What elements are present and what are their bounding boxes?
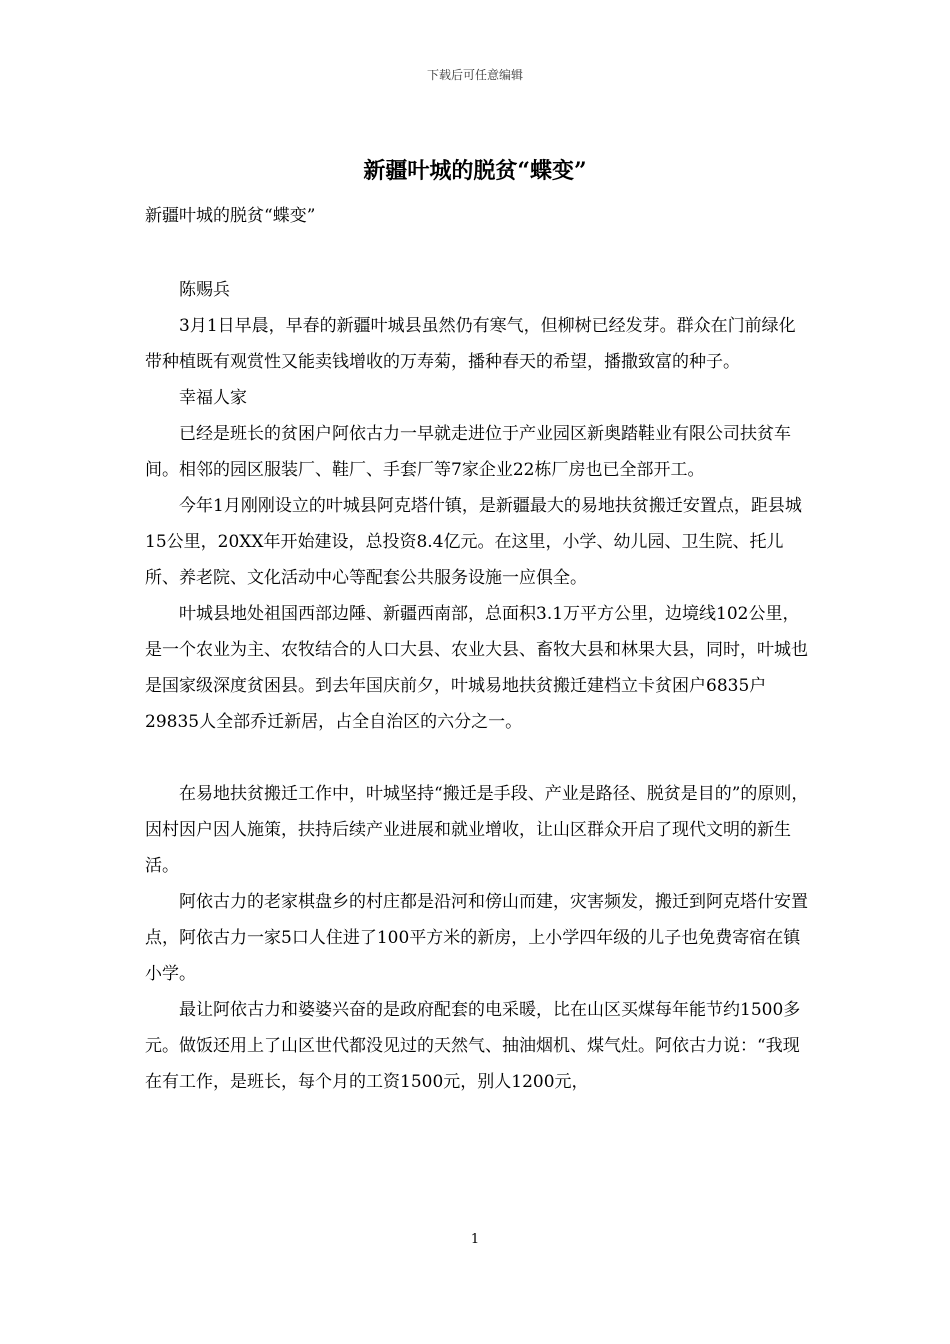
paragraph: 在易地扶贫搬迁工作中，叶城坚持“搬迁是手段、产业是路径、脱贫是目的”的原则，因村因户因人施策，扶持后续产业进展和就业增收，让山区群众开启了现代文明的新生活。 [145,784,809,876]
paragraph: 今年1月刚刚设立的叶城县阿克塔什镇，是新疆最大的易地扶贫搬迁安置点，距县城15公里，20XX年开始建设，总投资8.4亿元。在这里，小学、幼儿园、卫生院、托儿所、养老院、文化活动中心等配套公共服务设施一应俱全。 [145,496,802,588]
paragraph: 叶城县地处祖国西部边陲、新疆西南部，总面积3.1万平方公里，边境线102公里，是一个农业为主、农牧结合的人口大县、农业大县、畜牧大县和林果大县，同时，叶城也是国家级深度贫困县。到去年国庆前夕，叶城易地扶贫搬迁建档立卡贫困户6835户29835人全部乔迁新居，占全自治区的六分之一。 [145,604,808,732]
page-header: 下载后可任意编辑 [426,68,523,82]
paragraph: 3月1日早晨，早春的新疆叶城县虽然仍有寒气，但柳树已经发芽。群众在门前绿化带种植既有观赏性又能卖钱增收的万寿菊，播种春天的希望，播撒致富的种子。 [145,316,796,372]
author-line: 陈赐兵 [179,280,230,300]
paragraph: 已经是班长的贫困户阿依古力一早就走进位于产业园区新奥踏鞋业有限公司扶贫车间。相邻的园区服装厂、鞋厂、手套厂等7家企业22栋厂房也已全部开工。 [145,424,791,480]
document-subtitle: 新疆叶城的脱贫“蝶变” [145,206,316,226]
page-number: 1 [470,1232,480,1247]
document-body [145,272,810,1100]
paragraph: 最让阿依古力和婆婆兴奋的是政府配套的电采暖，比在山区买煤每年能节约1500多元。做饭还用上了山区世代都没见过的天然气、抽油烟机、煤气灶。阿依古力说：“我现在有工作，是班长，每个月的工资1500元，别人1200元， [145,1000,801,1092]
paragraph: 阿依古力的老家棋盘乡的村庄都是沿河和傍山而建，灾害频发，搬迁到阿克塔什安置点，阿依古力一家5口人住进了100平方米的新房，上小学四年级的儿子也免费寄宿在镇小学。 [145,892,808,984]
section-heading: 幸福人家 [179,388,247,408]
document-title: 新疆叶城的脱贫“蝶变” [363,158,587,184]
